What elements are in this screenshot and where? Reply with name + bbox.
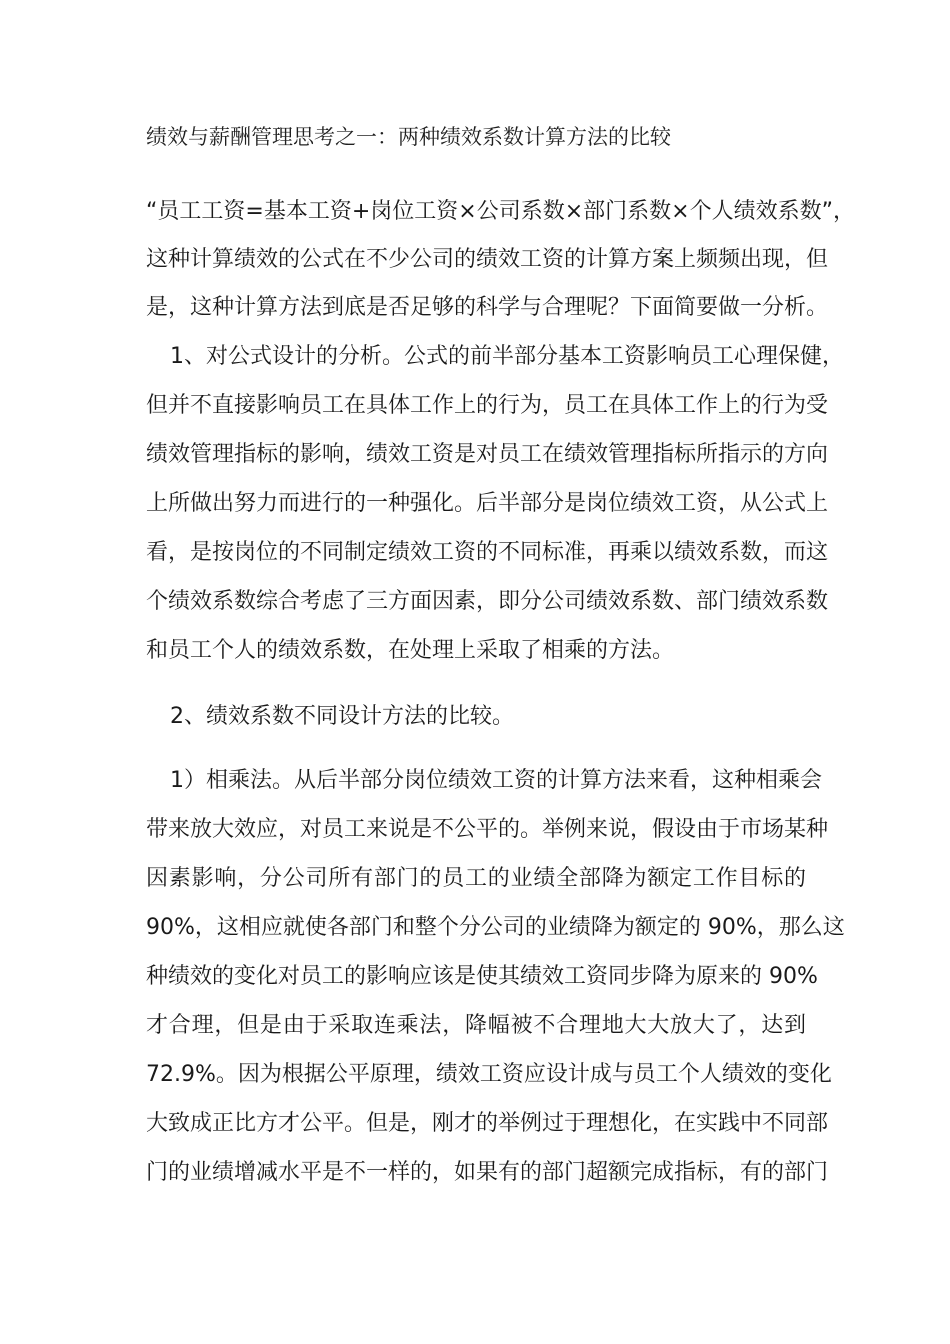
paragraph-line: 看，是按岗位的不同制定绩效工资的不同标准，再乘以绩效系数，而这 <box>146 540 829 565</box>
paragraph-line: 1、对公式设计的分析。公式的前半部分基本工资影响员工心理保健， <box>170 344 844 369</box>
paragraph-line: 门的业绩增减水平是不一样的，如果有的部门超额完成指标，有的部门 <box>146 1160 829 1185</box>
paragraph-line: 72.9%。因为根据公平原理，绩效工资应设计成与员工个人绩效的变化 <box>146 1062 832 1087</box>
paragraph-line: 个绩效系数综合考虑了三方面因素，即分公司绩效系数、部门绩效系数 <box>146 589 829 614</box>
paragraph-line: 和员工个人的绩效系数，在处理上采取了相乘的方法。 <box>146 638 675 663</box>
paragraph-line: 种绩效的变化对员工的影响应该是使其绩效工资同步降为原来的 90% <box>146 964 818 989</box>
paragraph-line: 绩效管理指标的影响，绩效工资是对员工在绩效管理指标所指示的方向 <box>146 442 829 467</box>
paragraph-line: 这种计算绩效的公式在不少公司的绩效工资的计算方案上频频出现，但 <box>146 247 829 272</box>
paragraph-line: 是，这种计算方法到底是否足够的科学与合理呢？下面简要做一分析。 <box>146 295 829 320</box>
paragraph-line: 因素影响，分公司所有部门的员工的业绩全部降为额定工作目标的 <box>146 866 806 891</box>
document-title: 绩效与薪酬管理思考之一：两种绩效系数计算方法的比较 <box>146 125 671 149</box>
paragraph-line: 1）相乘法。从后半部分岗位绩效工资的计算方法来看，这种相乘会 <box>170 768 822 793</box>
paragraph-line: 大致成正比方才公平。但是，刚才的举例过于理想化，在实践中不同部 <box>146 1111 829 1136</box>
section-heading: 2、绩效系数不同设计方法的比较。 <box>170 704 514 729</box>
paragraph-line: 上所做出努力而进行的一种强化。后半部分是岗位绩效工资，从公式上 <box>146 491 829 516</box>
paragraph-line: 90%，这相应就使各部门和整个分公司的业绩降为额定的 90%，那么这 <box>146 915 845 940</box>
paragraph-line: 但并不直接影响员工在具体工作上的行为，员工在具体工作上的行为受 <box>146 393 829 418</box>
paragraph-line: 带来放大效应，对员工来说是不公平的。举例来说，假设由于市场某种 <box>146 817 829 842</box>
paragraph-line: “员工工资=基本工资+岗位工资×公司系数×部门系数×个人绩效系数”， <box>146 199 855 224</box>
paragraph-line: 才合理，但是由于采取连乘法，降幅被不合理地大大放大了，达到 <box>146 1013 806 1038</box>
